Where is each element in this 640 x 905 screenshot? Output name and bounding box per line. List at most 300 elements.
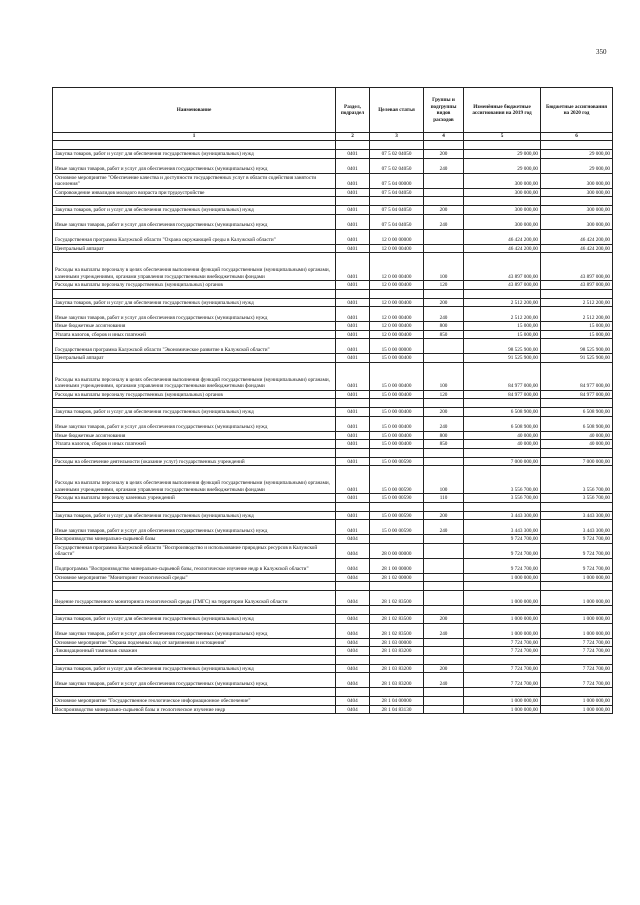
row-article: 15 0 00 00400 [370, 390, 424, 399]
row-section: 0401 [336, 173, 370, 188]
row-group: 200 [424, 150, 464, 159]
row-article: 28 1 03 00000 [370, 638, 424, 647]
page-number: 350 [596, 48, 607, 56]
row-value-2020: 7 724 700,00 [541, 638, 613, 647]
row-value-2019: 1 000 000,00 [464, 697, 541, 706]
row-section: 0401 [336, 457, 370, 466]
row-value-2019: 15 000,00 [464, 330, 541, 339]
row-value-2020: 3 556 700,00 [541, 494, 613, 503]
row-value-2019: 15 000,00 [464, 322, 541, 331]
row-name: Расходы на обеспечение деятельности (оказание услуг) государственных учреждений [53, 457, 336, 466]
row-article: 28 1 02 83500 [370, 591, 424, 606]
row-name: Закупка товаров, работ и услуг для обеспечения государственных (муниципальных) нужд [53, 615, 336, 624]
spacer-cell [424, 399, 464, 408]
row-group [424, 558, 464, 573]
spacer-cell [464, 289, 541, 298]
table-row [53, 206, 613, 215]
table-row [53, 408, 613, 417]
column-number: 5 [464, 133, 541, 141]
row-name: Закупка товаров, работ и услуг для обеспечения государственных (муниципальных) нужд [53, 511, 336, 520]
row-article: 15 0 00 00590 [370, 466, 424, 494]
row-section: 0401 [336, 440, 370, 449]
row-name: Иные бюджетные ассигнования [53, 322, 336, 331]
row-section: 0401 [336, 520, 370, 535]
table-row [53, 543, 613, 558]
row-value-2020: 7 724 700,00 [541, 647, 613, 656]
row-name: Закупка товаров, работ и услуг для обеспечения государственных (муниципальных) нужд [53, 206, 336, 215]
row-article: 28 0 00 00000 [370, 543, 424, 558]
row-group: 200 [424, 298, 464, 307]
row-name: Воспроизводство минерально-сырьевой базы и геологическое изучение недр [53, 705, 336, 714]
row-value-2019: 7 724 700,00 [464, 673, 541, 688]
table-row [53, 705, 613, 714]
row-name: Уплата налогов, сборов и иных платежей [53, 330, 336, 339]
spacer-cell [424, 606, 464, 615]
row-section: 0401 [336, 339, 370, 354]
spacer-cell [370, 655, 424, 664]
row-section: 0401 [336, 253, 370, 281]
row-value-2020: 3 443 300,00 [541, 520, 613, 535]
row-section: 0401 [336, 322, 370, 331]
spacer-cell [53, 197, 336, 206]
row-section: 0404 [336, 573, 370, 582]
spacer-cell [336, 502, 370, 511]
row-group [424, 457, 464, 466]
row-group: 850 [424, 440, 464, 449]
row-group [424, 339, 464, 354]
row-article: 12 0 00 00400 [370, 281, 424, 290]
row-value-2020: 40 000,00 [541, 440, 613, 449]
row-name: Закупка товаров, работ и услуг для обеспечения государственных (муниципальных) нужд [53, 150, 336, 159]
row-value-2019: 300 000,00 [464, 214, 541, 229]
row-value-2019: 6 508 900,00 [464, 408, 541, 417]
row-group: 240 [424, 673, 464, 688]
row-value-2020: 6 508 900,00 [541, 416, 613, 431]
row-name: Основное мероприятие "Обеспечение качества и доступности государственных услуг в области содействия занятости населения" [53, 173, 336, 188]
spacer-cell [424, 502, 464, 511]
row-group: 120 [424, 281, 464, 290]
spacer-cell [370, 141, 424, 150]
row-article: 12 0 00 00400 [370, 322, 424, 331]
row-value-2020: 3 556 700,00 [541, 466, 613, 494]
spacer-cell [336, 655, 370, 664]
table-row [53, 339, 613, 354]
row-name: Основное мероприятие "Мониторинг геологической среды" [53, 573, 336, 582]
row-name: Иные закупки товаров, работ и услуг для обеспечения государственных (муниципальных) нужд [53, 623, 336, 638]
spacer-cell [464, 688, 541, 697]
row-value-2020: 3 443 300,00 [541, 511, 613, 520]
row-group: 200 [424, 206, 464, 215]
row-name: Основное мероприятие "Охрана подземных вод от загрязнения и истощения" [53, 638, 336, 647]
table-row [53, 623, 613, 638]
spacer-cell [370, 289, 424, 298]
row-name: Иные закупки товаров, работ и услуг для обеспечения государственных (муниципальных) нужд [53, 158, 336, 173]
row-article: 07 5 04 04050 [370, 214, 424, 229]
spacer-cell [336, 606, 370, 615]
row-group [424, 535, 464, 544]
row-value-2019: 3 556 700,00 [464, 494, 541, 503]
spacer-cell [464, 197, 541, 206]
spacer-cell [53, 448, 336, 457]
row-article: 15 0 00 00590 [370, 494, 424, 503]
row-group: 100 [424, 362, 464, 390]
row-spacer [53, 448, 613, 457]
spacer-cell [541, 289, 613, 298]
row-value-2020: 7 724 700,00 [541, 673, 613, 688]
row-value-2020: 15 000,00 [541, 322, 613, 331]
spacer-cell [424, 688, 464, 697]
table-row [53, 158, 613, 173]
row-group: 800 [424, 322, 464, 331]
row-group [424, 591, 464, 606]
row-name: Подпрограмма "Воспроизводство минерально-сырьевой базы, геологическое изучение недр в Калужской области" [53, 558, 336, 573]
row-section: 0404 [336, 591, 370, 606]
row-article: 12 0 00 00400 [370, 244, 424, 253]
row-article: 15 0 00 00400 [370, 354, 424, 363]
row-section: 0401 [336, 466, 370, 494]
row-group: 110 [424, 494, 464, 503]
spacer-cell [336, 289, 370, 298]
row-value-2020: 300 000,00 [541, 173, 613, 188]
row-value-2019: 1 000 000,00 [464, 615, 541, 624]
table-row [53, 253, 613, 281]
row-value-2020: 43 897 000,00 [541, 281, 613, 290]
row-article: 15 0 00 00400 [370, 408, 424, 417]
row-name: Основное мероприятие "Государственное геологическое информационное обеспечение" [53, 697, 336, 706]
row-section: 0401 [336, 431, 370, 440]
row-group [424, 647, 464, 656]
row-section: 0404 [336, 615, 370, 624]
spacer-cell [424, 448, 464, 457]
row-article: 15 0 00 00590 [370, 511, 424, 520]
row-value-2020: 1 000 000,00 [541, 623, 613, 638]
row-section: 0401 [336, 307, 370, 322]
table-row [53, 330, 613, 339]
row-value-2019: 2 512 200,00 [464, 298, 541, 307]
row-spacer [53, 502, 613, 511]
table-header-row [53, 88, 613, 133]
spacer-cell [336, 141, 370, 150]
row-name: Государственная программа Калужской области "Воспроизводство и использование природных ресурсов в Калужской области" [53, 543, 336, 558]
spacer-cell [464, 582, 541, 591]
header-article: Целевая статья [370, 88, 424, 133]
row-name: Иные закупки товаров, работ и услуг для обеспечения государственных (муниципальных) нужд [53, 416, 336, 431]
spacer-cell [336, 582, 370, 591]
table-row [53, 558, 613, 573]
spacer-cell [424, 197, 464, 206]
row-value-2019: 300 000,00 [464, 173, 541, 188]
row-value-2020: 9 724 700,00 [541, 558, 613, 573]
row-article: 28 1 00 00000 [370, 558, 424, 573]
table-row [53, 244, 613, 253]
spacer-cell [424, 141, 464, 150]
column-number: 2 [336, 133, 370, 141]
spacer-cell [464, 141, 541, 150]
row-article: 15 0 00 00590 [370, 520, 424, 535]
row-section: 0404 [336, 673, 370, 688]
row-section: 0404 [336, 664, 370, 673]
row-section: 0401 [336, 158, 370, 173]
row-value-2019: 91 525 900,00 [464, 354, 541, 363]
table-row [53, 354, 613, 363]
row-group: 240 [424, 520, 464, 535]
column-number: 6 [541, 133, 613, 141]
row-value-2019: 46 424 200,00 [464, 244, 541, 253]
row-value-2020: 84 977 000,00 [541, 390, 613, 399]
row-value-2019: 1 000 000,00 [464, 623, 541, 638]
row-section: 0401 [336, 390, 370, 399]
row-name: Расходы на выплаты персоналу государственных (муниципальных) органов [53, 390, 336, 399]
table-row [53, 664, 613, 673]
row-group: 240 [424, 158, 464, 173]
row-group: 100 [424, 253, 464, 281]
row-section: 0401 [336, 494, 370, 503]
row-spacer [53, 399, 613, 408]
spacer-cell [541, 582, 613, 591]
spacer-cell [541, 688, 613, 697]
row-group [424, 705, 464, 714]
row-name: Иные закупки товаров, работ и услуг для обеспечения государственных (муниципальных) нужд [53, 673, 336, 688]
spacer-cell [53, 399, 336, 408]
spacer-cell [336, 197, 370, 206]
row-value-2020: 2 512 200,00 [541, 307, 613, 322]
table-row [53, 440, 613, 449]
row-spacer [53, 655, 613, 664]
row-value-2019: 43 897 000,00 [464, 281, 541, 290]
row-section: 0401 [336, 229, 370, 244]
row-group [424, 573, 464, 582]
row-article: 12 0 00 00400 [370, 330, 424, 339]
row-value-2019: 3 556 700,00 [464, 466, 541, 494]
spacer-cell [53, 141, 336, 150]
row-name: Расходы на выплаты персоналу в целях обеспечения выполнения функций государственными (муниципальными) органами, казенными учреждениями, органами управления государственными внебюджетными фондами [53, 466, 336, 494]
row-article: 07 5 02 04050 [370, 150, 424, 159]
row-name: Иные закупки товаров, работ и услуг для обеспечения государственных (муниципальных) нужд [53, 520, 336, 535]
row-spacer [53, 606, 613, 615]
row-value-2020: 7 724 700,00 [541, 664, 613, 673]
row-value-2019: 9 724 700,00 [464, 558, 541, 573]
spacer-cell [464, 502, 541, 511]
row-group [424, 244, 464, 253]
table-row [53, 150, 613, 159]
spacer-cell [464, 399, 541, 408]
row-value-2019: 84 977 000,00 [464, 362, 541, 390]
header-budget-2020: Бюджетные ассигнования на 2020 год [541, 88, 613, 133]
spacer-cell [464, 448, 541, 457]
table-row [53, 214, 613, 229]
row-name: Ведение государственного мониторинга геологической среды (ГМГС) на территории Калужской области [53, 591, 336, 606]
row-group [424, 229, 464, 244]
row-article: 28 1 02 83500 [370, 623, 424, 638]
row-group [424, 697, 464, 706]
row-article: 15 0 00 00400 [370, 431, 424, 440]
spacer-cell [53, 688, 336, 697]
table-row [53, 362, 613, 390]
spacer-cell [53, 606, 336, 615]
row-value-2020: 1 000 000,00 [541, 591, 613, 606]
row-section: 0404 [336, 705, 370, 714]
row-name: Расходы на выплаты персоналу в целях обеспечения выполнения функций государственными (муниципальными) органами, казенными учреждениями, органами управления государственными внебюджетными фондами [53, 362, 336, 390]
spacer-cell [336, 399, 370, 408]
row-article: 07 5 04 00000 [370, 173, 424, 188]
row-group: 120 [424, 390, 464, 399]
row-section: 0401 [336, 362, 370, 390]
table-row [53, 673, 613, 688]
row-value-2020: 300 000,00 [541, 188, 613, 197]
row-value-2020: 29 000,00 [541, 150, 613, 159]
column-number: 1 [53, 133, 336, 141]
row-group: 200 [424, 408, 464, 417]
table-row [53, 322, 613, 331]
spacer-cell [53, 502, 336, 511]
row-value-2019: 7 000 000,00 [464, 457, 541, 466]
row-article: 15 0 00 00590 [370, 457, 424, 466]
row-article: 15 0 00 00000 [370, 339, 424, 354]
spacer-cell [464, 655, 541, 664]
row-name: Государственная программа Калужской области "Экономическое развитие в Калужской области" [53, 339, 336, 354]
spacer-cell [53, 582, 336, 591]
table-row [53, 697, 613, 706]
row-section: 0404 [336, 638, 370, 647]
row-spacer [53, 197, 613, 206]
row-article: 15 0 00 00400 [370, 416, 424, 431]
row-value-2019: 1 000 000,00 [464, 573, 541, 582]
row-article: 12 0 00 00000 [370, 229, 424, 244]
spacer-cell [53, 289, 336, 298]
row-value-2020: 84 977 000,00 [541, 362, 613, 390]
row-value-2020: 9 724 700,00 [541, 535, 613, 544]
row-value-2020: 29 000,00 [541, 158, 613, 173]
header-group: Группы и подгруппы видов расходов [424, 88, 464, 133]
row-name: Иные закупки товаров, работ и услуг для обеспечения государственных (муниципальных) нужд [53, 307, 336, 322]
row-value-2019: 300 000,00 [464, 206, 541, 215]
row-value-2019: 2 512 200,00 [464, 307, 541, 322]
row-group: 800 [424, 431, 464, 440]
row-name: Расходы на выплаты персоналу государственных (муниципальных) органов [53, 281, 336, 290]
table-row [53, 494, 613, 503]
row-value-2019: 29 000,00 [464, 150, 541, 159]
row-name: Закупка товаров, работ и услуг для обеспечения государственных (муниципальных) нужд [53, 664, 336, 673]
row-value-2020: 43 897 000,00 [541, 253, 613, 281]
spacer-cell [424, 289, 464, 298]
row-group: 850 [424, 330, 464, 339]
row-value-2019: 84 977 000,00 [464, 390, 541, 399]
row-article [370, 535, 424, 544]
spacer-cell [336, 688, 370, 697]
row-article: 28 1 03 83200 [370, 673, 424, 688]
row-article: 07 5 04 04050 [370, 188, 424, 197]
spacer-cell [53, 655, 336, 664]
table-row [53, 188, 613, 197]
spacer-cell [336, 448, 370, 457]
row-article: 28 1 02 83500 [370, 615, 424, 624]
spacer-cell [370, 448, 424, 457]
spacer-cell [541, 141, 613, 150]
row-name: Центральный аппарат [53, 354, 336, 363]
row-section: 0401 [336, 188, 370, 197]
row-group: 100 [424, 466, 464, 494]
budget-table [52, 87, 613, 714]
row-value-2020: 91 525 900,00 [541, 354, 613, 363]
row-spacer [53, 141, 613, 150]
row-article: 28 1 04 83130 [370, 705, 424, 714]
spacer-cell [424, 582, 464, 591]
row-name: Расходы на выплаты персоналу казенных учреждений [53, 494, 336, 503]
row-article: 07 5 04 04050 [370, 206, 424, 215]
row-value-2019: 300 000,00 [464, 188, 541, 197]
table-body [53, 141, 613, 714]
row-article: 07 5 02 04050 [370, 158, 424, 173]
row-group: 200 [424, 511, 464, 520]
header-section: Раздел, подраздел [336, 88, 370, 133]
row-spacer [53, 582, 613, 591]
row-article: 12 0 00 00400 [370, 298, 424, 307]
row-value-2019: 98 525 900,00 [464, 339, 541, 354]
row-value-2019: 40 000,00 [464, 431, 541, 440]
row-section: 0401 [336, 298, 370, 307]
header-name: Наименование [53, 88, 336, 133]
row-value-2020: 1 000 000,00 [541, 573, 613, 582]
table-row [53, 535, 613, 544]
spacer-cell [541, 399, 613, 408]
table-row [53, 281, 613, 290]
row-section: 0401 [336, 330, 370, 339]
row-section: 0401 [336, 214, 370, 229]
row-name: Ликвидационный тампонаж скважин [53, 647, 336, 656]
row-section: 0401 [336, 354, 370, 363]
row-article: 28 1 03 83200 [370, 647, 424, 656]
spacer-cell [541, 448, 613, 457]
table-row [53, 638, 613, 647]
row-value-2019: 9 724 700,00 [464, 543, 541, 558]
row-value-2020: 300 000,00 [541, 214, 613, 229]
row-section: 0401 [336, 244, 370, 253]
row-value-2019: 9 724 700,00 [464, 535, 541, 544]
table-row [53, 229, 613, 244]
row-name: Иные закупки товаров, работ и услуг для обеспечения государственных (муниципальных) нужд [53, 214, 336, 229]
row-value-2019: 3 443 300,00 [464, 520, 541, 535]
row-group: 200 [424, 615, 464, 624]
row-name: Государственная программа Калужской области "Охрана окружающей среды в Калужской области" [53, 229, 336, 244]
row-group [424, 638, 464, 647]
row-group [424, 173, 464, 188]
row-section: 0404 [336, 647, 370, 656]
row-name: Иные бюджетные ассигнования [53, 431, 336, 440]
spacer-cell [370, 197, 424, 206]
row-value-2020: 40 000,00 [541, 431, 613, 440]
row-section: 0404 [336, 623, 370, 638]
row-name: Центральный аппарат [53, 244, 336, 253]
row-name: Закупка товаров, работ и услуг для обеспечения государственных (муниципальных) нужд [53, 298, 336, 307]
header-changed-2019: Изменённые бюджетные ассигнования на 2019 год [464, 88, 541, 133]
table-row [53, 520, 613, 535]
spacer-cell [541, 655, 613, 664]
table-row [53, 647, 613, 656]
row-value-2020: 15 000,00 [541, 330, 613, 339]
row-article: 12 0 00 00400 [370, 253, 424, 281]
row-group: 240 [424, 214, 464, 229]
table-row [53, 573, 613, 582]
row-article: 28 1 02 00000 [370, 573, 424, 582]
row-value-2020: 300 000,00 [541, 206, 613, 215]
table-row [53, 416, 613, 431]
row-value-2020: 46 424 200,00 [541, 229, 613, 244]
spacer-cell [464, 606, 541, 615]
spacer-cell [541, 197, 613, 206]
row-group: 240 [424, 307, 464, 322]
row-value-2020: 2 512 200,00 [541, 298, 613, 307]
row-value-2020: 98 525 900,00 [541, 339, 613, 354]
